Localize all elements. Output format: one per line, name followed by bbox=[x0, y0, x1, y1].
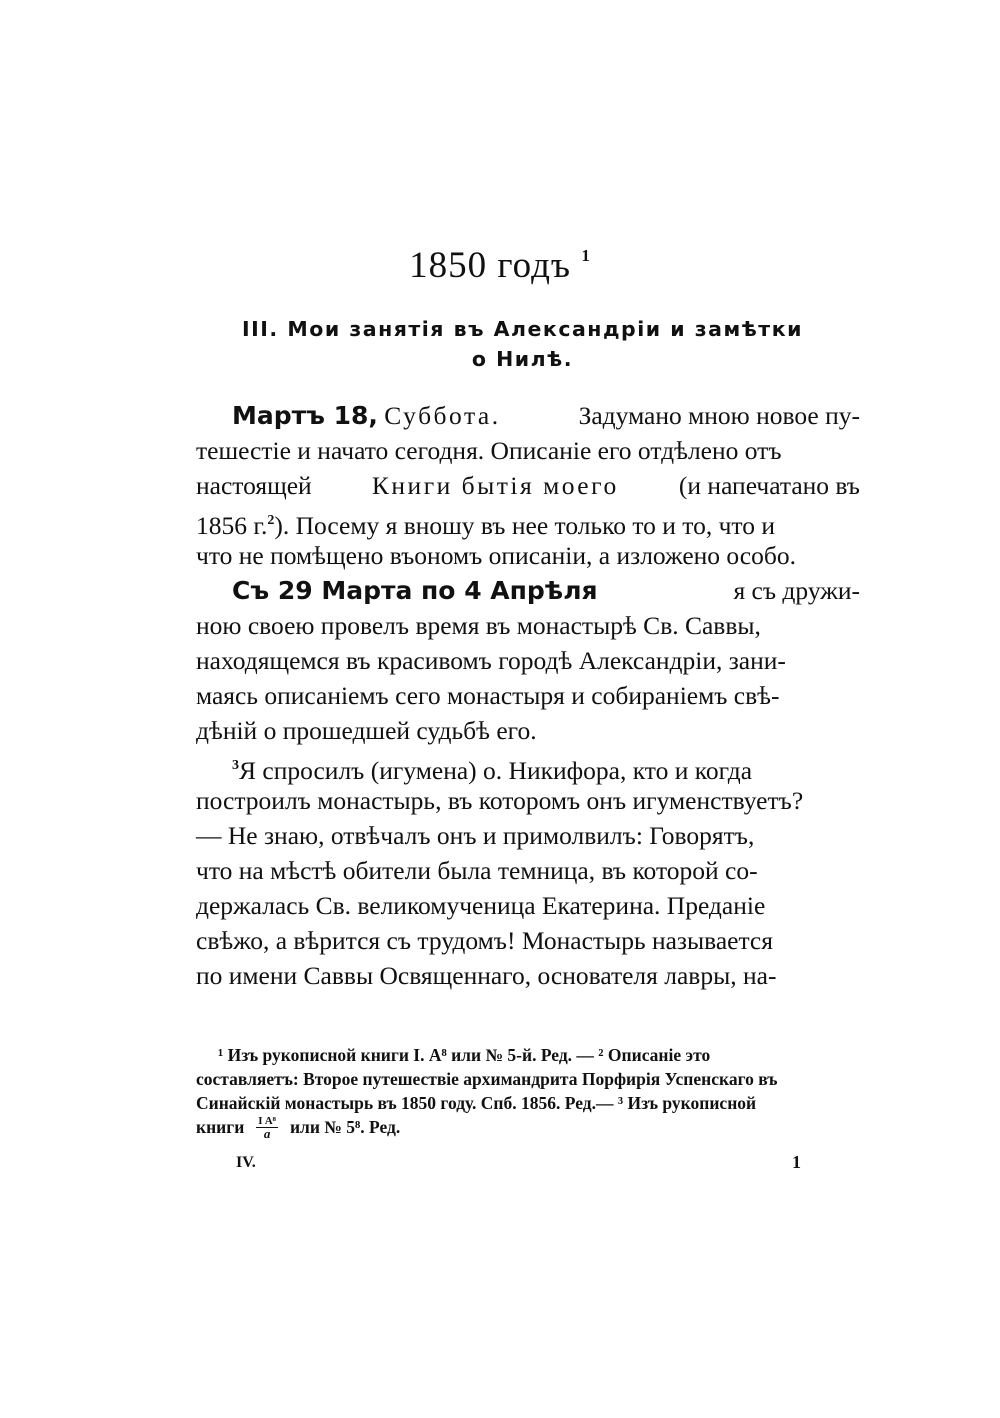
chapter-subtitle bbox=[200, 314, 845, 374]
fraction-numerator: I A⁸ bbox=[258, 1115, 276, 1127]
shelfmark-fraction bbox=[256, 1115, 278, 1139]
text-line bbox=[196, 853, 860, 888]
text-line bbox=[196, 923, 860, 958]
text-line bbox=[196, 573, 860, 608]
text-span: (и напечатано въ bbox=[678, 471, 860, 500]
text-span: настоящей bbox=[196, 471, 312, 500]
text-span: тешестіе и начато сегодня. Описаніе его отдѣлено отъ bbox=[196, 436, 782, 465]
footnote-text: ¹ Изъ рукописной книги I. А⁸ или № 5-й. Ред. — ² Описаніе это bbox=[218, 1045, 711, 1065]
text-span: Я спросилъ (игумена) о. Никифора, кто и когда bbox=[239, 756, 753, 785]
entry-date: Мартъ 18, bbox=[232, 401, 378, 430]
text-span: держалась Св. великомученица Екатерина. Преданіе bbox=[196, 891, 766, 920]
entry-date: Съ 29 Марта по 4 Апрѣля bbox=[232, 576, 598, 605]
text-line bbox=[196, 468, 860, 503]
text-line bbox=[196, 958, 860, 993]
text-line bbox=[196, 713, 860, 748]
text-span: ). Посему я вношу въ нее только то и то, что и bbox=[274, 511, 775, 540]
heading-note-mark: 1 bbox=[581, 246, 591, 265]
text-span: я съ дружи- bbox=[733, 576, 860, 605]
book-title: Книги бытія моего bbox=[371, 471, 619, 500]
page-number: 1 bbox=[792, 1152, 801, 1172]
text-span: что не помѣщено въономъ описаніи, а изложено особо. bbox=[196, 541, 796, 570]
footnote-line bbox=[196, 1043, 860, 1067]
page-heading bbox=[0, 244, 1000, 287]
text-span: Задумано мною новое пу- bbox=[578, 401, 860, 430]
text-line bbox=[196, 888, 860, 923]
text-span: что на мѣстѣ обители была темница, въ которой со- bbox=[196, 856, 758, 885]
text-line bbox=[196, 748, 860, 783]
text-line bbox=[196, 783, 860, 818]
subtitle-line-2: о Нилѣ. bbox=[471, 347, 574, 371]
footnote-line bbox=[196, 1091, 860, 1115]
text-span: ною своею провелъ время въ монастырѣ Св. Саввы, bbox=[196, 611, 761, 640]
footnote-mark: 2 bbox=[267, 513, 275, 528]
entry-day: Суббота. bbox=[384, 401, 501, 430]
footnote-line bbox=[196, 1115, 860, 1139]
footnote-text: составляетъ: Второе путешествіе архимандрита Порфирія Успенскаго въ bbox=[196, 1069, 778, 1089]
footnote-mark: 3 bbox=[232, 758, 239, 773]
subtitle-line-1: III. Мои занятія въ Александріи и замѣтки bbox=[242, 317, 803, 341]
text-span: построилъ монастырь, въ которомъ онъ игуменствуетъ? bbox=[196, 786, 804, 815]
text-span: — Не знаю, отвѣчалъ онъ и примолвилъ: Говорятъ, bbox=[196, 821, 755, 850]
footnote-text: или № 5⁸. Ред. bbox=[289, 1117, 401, 1137]
heading-year: 1850 годъ bbox=[409, 245, 572, 286]
text-line bbox=[196, 398, 860, 433]
text-line bbox=[196, 678, 860, 713]
text-line bbox=[196, 608, 860, 643]
text-span: находящемся въ красивомъ городѣ Александріи, зани- bbox=[196, 646, 786, 675]
footnotes bbox=[196, 1043, 860, 1139]
text-line bbox=[196, 818, 860, 853]
text-line bbox=[196, 503, 860, 538]
footnote-text: Синайскій монастырь въ 1850 году. Спб. 1856. Ред.— ³ Изъ рукописной bbox=[196, 1093, 757, 1113]
text-span: маясь описаніемъ сего монастыря и собираніемъ свѣ- bbox=[196, 681, 780, 710]
fraction-denominator: а bbox=[263, 1126, 271, 1141]
text-line bbox=[196, 538, 860, 573]
footnote-line bbox=[196, 1067, 860, 1091]
text-span: по имени Саввы Освященнаго, основателя лавры, на- bbox=[196, 961, 777, 990]
body-text bbox=[196, 398, 860, 993]
text-span: дѣній о прошедшей судьбѣ его. bbox=[196, 716, 537, 745]
footnote-text: книги bbox=[196, 1117, 245, 1137]
text-span: 1856 г. bbox=[196, 511, 268, 540]
text-line bbox=[196, 433, 860, 468]
signature-mark: IV. bbox=[236, 1154, 256, 1171]
text-line bbox=[196, 643, 860, 678]
text-span: свѣжо, а вѣрится съ трудомъ! Монастырь называется bbox=[196, 926, 773, 955]
